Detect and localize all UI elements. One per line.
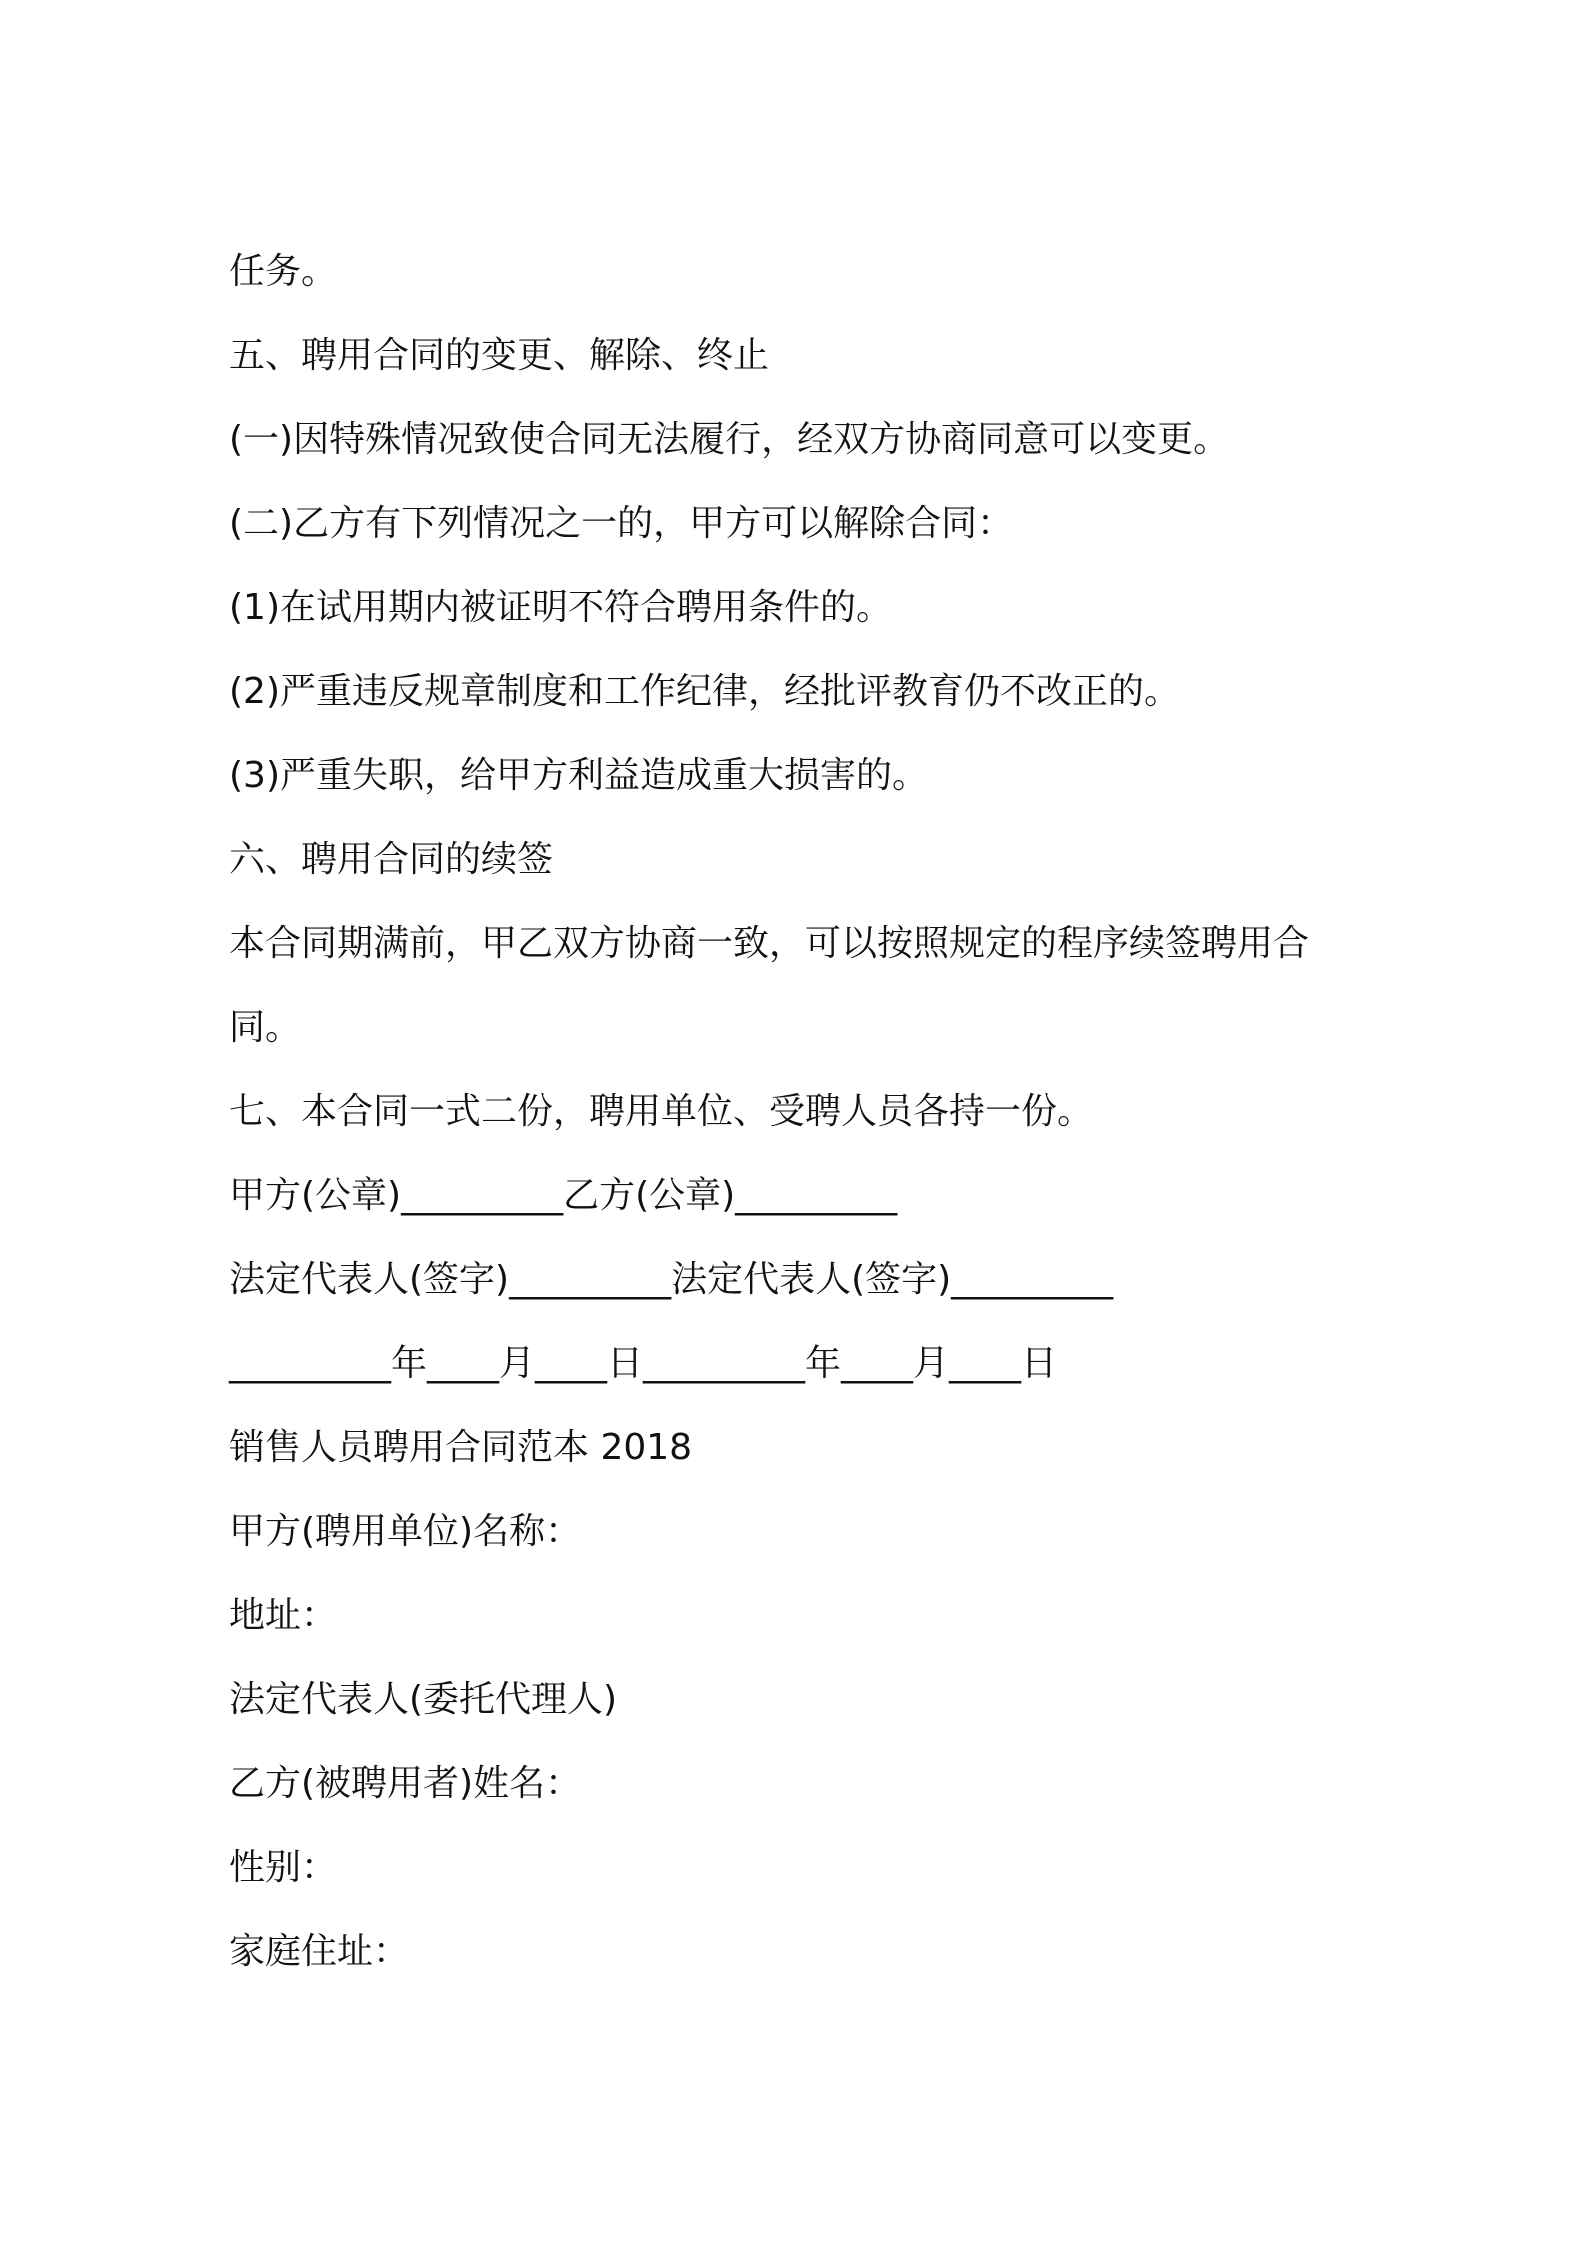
text-line: (二)乙方有下列情况之一的，甲方可以解除合同： [229, 503, 1014, 544]
document-body [229, 230, 1379, 1994]
form-field-label: 法定代表人(委托代理人) [229, 1679, 618, 1720]
date-line: _________年____月____日_________年____月____日 [229, 1343, 1057, 1384]
signature-line: 甲方(公章)_________乙方(公章)_________ [229, 1175, 898, 1216]
form-field-label: 地址： [229, 1595, 338, 1636]
form-field-label: 甲方(聘用单位)名称： [229, 1511, 582, 1552]
section-heading: 五、聘用合同的变更、解除、终止 [229, 335, 770, 376]
list-item: (2)严重违反规章制度和工作纪律，经批评教育仍不改正的。 [229, 671, 1180, 712]
form-field-label: 乙方(被聘用者)姓名： [229, 1763, 582, 1804]
form-field-label: 家庭住址： [229, 1931, 410, 1972]
list-item: (3)严重失职，给甲方利益造成重大损害的。 [229, 755, 928, 796]
section-heading: 七、本合同一式二份，聘用单位、受聘人员各持一份。 [229, 1091, 1094, 1132]
section-heading: 六、聘用合同的续签 [229, 839, 554, 880]
text-line: 同。 [229, 1007, 302, 1048]
document-title: 销售人员聘用合同范本 2018 [229, 1427, 693, 1468]
text-line: 本合同期满前，甲乙双方协商一致，可以按照规定的程序续签聘用合 [229, 923, 1310, 964]
text-line: 任务。 [229, 251, 338, 292]
list-item: (1)在试用期内被证明不符合聘用条件的。 [229, 587, 892, 628]
text-line: (一)因特殊情况致使合同无法履行，经双方协商同意可以变更。 [229, 419, 1230, 460]
signature-line: 法定代表人(签字)_________法定代表人(签字)_________ [229, 1259, 1114, 1300]
form-field-label: 性别： [229, 1847, 338, 1888]
